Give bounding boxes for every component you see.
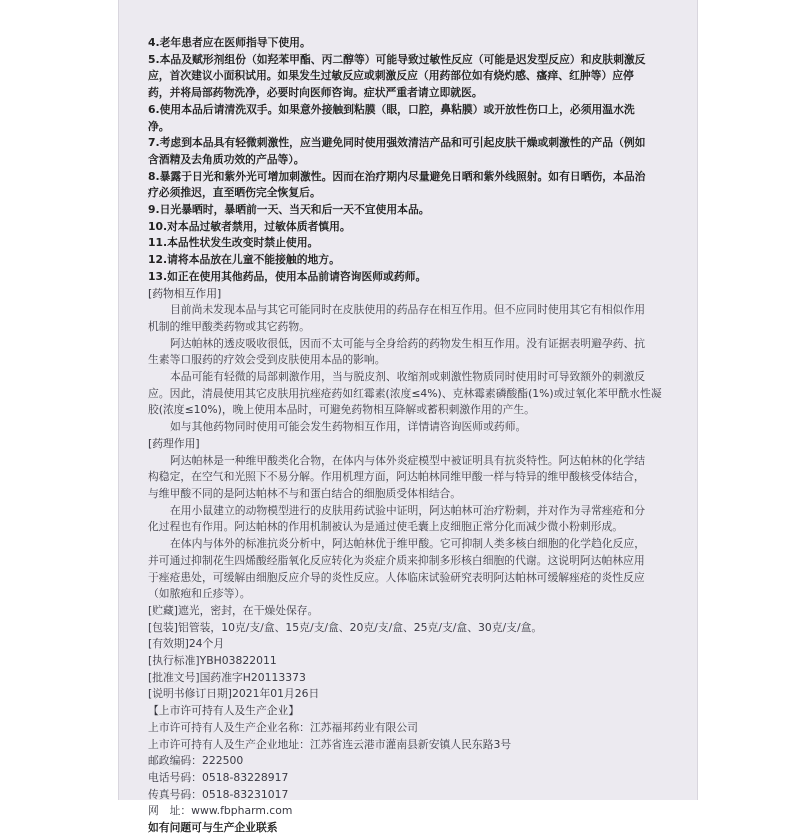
phone-number: 电话号码：0518-83228917 xyxy=(148,770,289,784)
package: [包装]铝管装，10克/支/盒、15克/支/盒、20克/支/盒、25克/支/盒、30克/支/盒。 xyxy=(148,620,543,634)
pharmacology-line: 与维甲酸不同的是阿达帕林不与和蛋白结合的细胞质受体相结合。 xyxy=(148,486,462,500)
precautions-section xyxy=(148,35,684,286)
storage: [贮藏]遮光，密封，在干燥处保存。 xyxy=(148,603,319,617)
holder-section xyxy=(148,703,684,837)
precaution-12: 12.请将本品放在儿童不能接触的地方。 xyxy=(148,253,340,267)
pharmacology-line: 构稳定，在空气和光照下不易分解。作用机理方面，阿达帕林同维甲酸一样与特异的维甲酸核受体结合， xyxy=(148,470,645,484)
interactions-line: 应。因此，清晨使用其它皮肤用抗痤疮药如红霉素(浓度≤4%)、克林霉素磷酸酯(1%)或过氧化苯甲酰水性凝 xyxy=(148,386,662,400)
precaution-4: 4.老年患者应在医师指导下使用。 xyxy=(148,36,311,49)
interactions-section xyxy=(148,286,684,436)
pharmacology-section xyxy=(148,436,684,603)
website: 网 址：www.fbpharm.com xyxy=(148,804,293,818)
precaution-6-line-2: 净。 xyxy=(148,119,170,133)
precaution-9: 9.日光暴晒时，暴晒前一天、当天和后一天不宜使用本品。 xyxy=(148,203,430,217)
precaution-6-line-1: 6.使用本品后请清洗双手。如果意外接触到粘膜（眼，口腔，鼻粘膜）或开放性伤口上，必须用温水洗 xyxy=(148,102,635,116)
precaution-11: 11.本品性状发生改变时禁止使用。 xyxy=(148,236,319,250)
interactions-header: [药物相互作用] xyxy=(148,286,222,300)
holder-address: 上市许可持有人及生产企业地址：江苏省连云港市灌南县新安镇人民东路3号 xyxy=(148,737,512,751)
standard: [执行标准]YBH03822011 xyxy=(148,654,277,668)
postal-code: 邮政编码：222500 xyxy=(148,754,244,768)
interactions-line: 生素等口服药的疗效会受到皮肤使用本品的影响。 xyxy=(148,353,386,367)
precaution-8-line-2: 疗必须推迟，直至晒伤完全恢复后。 xyxy=(148,186,321,200)
approval-number: [批准文号]国药准字H20113373 xyxy=(148,670,306,684)
pharmacology-line: 阿达帕林是一种维甲酸类化合物，在体内与体外炎症模型中被证明具有抗炎特性。阿达帕林的化学结 xyxy=(170,453,646,467)
pharmacology-line: 化过程也有作用。阿达帕林的作用机制被认为是通过使毛囊上皮细胞正常分化而减少微小粉刺形成。 xyxy=(148,520,624,534)
pharmacology-line: 并可通过抑制花生四烯酸经脂氧化反应转化为炎症介质来抑制多形核白细胞的代谢。这说明阿达帕林应用 xyxy=(148,553,645,567)
interactions-line: 阿达帕林的透皮吸收很低，因而不太可能与全身给药的药物发生相互作用。没有证据表明避孕药、抗 xyxy=(170,336,646,350)
leaflet-content xyxy=(148,35,684,837)
pharmacology-line: （如脓疱和丘疹等）。 xyxy=(148,587,251,601)
precaution-5-line-1: 5.本品及赋形剂组份（如羟苯甲酯、丙二醇等）可能导致过敏性反应（可能是迟发型反应）和皮肤刺激反 xyxy=(148,52,646,66)
shelf-life: [有效期]24个月 xyxy=(148,637,225,651)
pharmacology-line: 在体内与体外的标准抗炎分析中，阿达帕林优于维甲酸。它可抑制人类多核白细胞的化学趋化反应， xyxy=(170,537,646,551)
precaution-5-line-2: 应，首次建议小面积试用。如果发生过敏反应或刺激反应（用药部位如有烧灼感、瘙痒、红肿等）应停 xyxy=(148,69,634,83)
interactions-line: 本品可能有轻微的局部刺激作用，当与脱皮剂、收缩剂或刺激性物质同时使用时可导致额外的刺激反 xyxy=(170,370,646,384)
interactions-line: 胶(浓度≤10%)，晚上使用本品时，可避免药物相互降解或蓄积刺激作用的产生。 xyxy=(148,403,535,417)
holder-name: 上市许可持有人及生产企业名称：江苏福邦药业有限公司 xyxy=(148,720,418,734)
precaution-7-line-2: 含酒精及去角质功效的产品等）。 xyxy=(148,152,305,166)
interactions-line: 机制的维甲酸类药物或其它药物。 xyxy=(148,319,310,333)
interactions-line: 如与其他药物同时使用可能会发生药物相互作用，详情请咨询医师或药师。 xyxy=(170,420,527,434)
precaution-5-line-3: 药，并将局部药物洗净，必要时向医师咨询。症状严重者请立即就医。 xyxy=(148,86,483,100)
holder-header: 【上市许可持有人及生产企业】 xyxy=(148,704,300,718)
precaution-13: 13.如正在使用其他药品，使用本品前请咨询医师或药师。 xyxy=(148,269,427,283)
contact-note: 如有问题可与生产企业联系 xyxy=(148,821,278,835)
pharmacology-line: 在用小鼠建立的动物模型进行的皮肤用药试验中证明，阿达帕林可治疗粉刺，并对作为寻常痤疮和分 xyxy=(170,503,646,517)
fax-number: 传真号码：0518-83231017 xyxy=(148,787,289,801)
revision-date: [说明书修订日期]2021年01月26日 xyxy=(148,687,320,701)
interactions-line: 目前尚未发现本品与其它可能同时在皮肤使用的药品存在相互作用。但不应同时使用其它有相似作用 xyxy=(170,303,646,317)
info-section xyxy=(148,603,684,703)
pharmacology-header: [药理作用] xyxy=(148,436,200,450)
precaution-8-line-1: 8.暴露于日光和紫外光可增加刺激性。因而在治疗期内尽量避免日晒和紫外线照射。如有日晒伤，本品治 xyxy=(148,169,646,183)
precaution-7-line-1: 7.考虑到本品具有轻微刺激性，应当避免同时使用强效清洁产品和可引起皮肤干燥或刺激性的产品（例如 xyxy=(148,136,646,150)
precaution-10: 10.对本品过敏者禁用，过敏体质者慎用。 xyxy=(148,219,351,233)
pharmacology-line: 于痤疮患处，可缓解由细胞反应介导的炎性反应。人体临床试验研究表明阿达帕林可缓解痤疮的炎性反应 xyxy=(148,570,645,584)
